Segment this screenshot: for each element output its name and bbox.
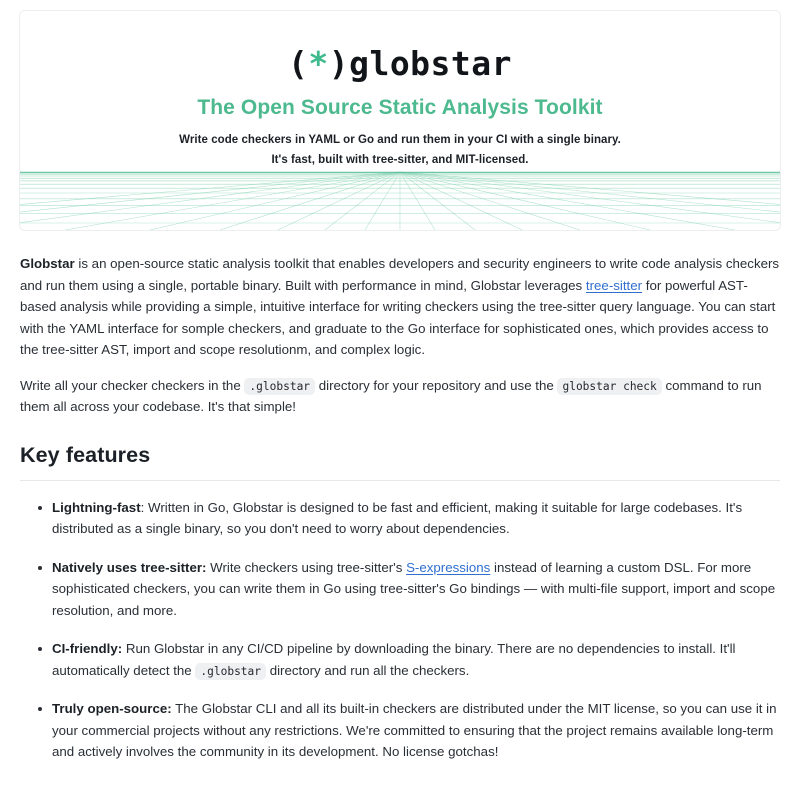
intro-p2-text-3: command to run them all across your codebase. It's that simple! [20, 377, 762, 415]
feature-item-lightning-fast [42, 497, 780, 540]
brand-name: Globstar [20, 256, 75, 271]
feature-text-after-link: instead of learning a custom DSL. For more sophisticated checkers, you can write them in Go using tree-sitter's Go bindings — with multi-file support, import and scope resolution, and more. [52, 559, 776, 618]
tree-sitter-link[interactable]: tree-sitter [585, 277, 643, 293]
intro-paragraph-2 [20, 375, 780, 418]
intro-p1-text-after-link: for powerful AST-based analysis while providing a simple, intuitive interface for writing checkers using the tree-sitter query language. You can start with the YAML interface for somple checkers, and graduate to the Go interface for sophisticated ones, which provides access to the tree-sitter AST, import and scope resolutionm, and complex logic. [20, 277, 776, 358]
logo-open-paren: ( [287, 44, 309, 83]
feature-text-open-source: The Globstar CLI and all its built-in checkers are distributed under the MIT license, so you can use it in your commercial projects without any restrictions. We're committed to ensuring that the project remains available long-term and actively involves the community in its development. No license gotchas! [52, 701, 777, 760]
feature-item-ci-friendly [42, 638, 780, 681]
s-expressions-link[interactable]: S-expressions [406, 559, 491, 575]
intro-p1-text-before-link: is an open-source static analysis toolkit that enables developers and security engineers to write code analysis checkers and run them using a single, portable binary. Built with performance in mind, Globstar leverages [20, 256, 780, 293]
code-globstar-dir: .globstar [244, 378, 315, 395]
hero-subline-2: It's fast, built with tree-sitter, and MIT-licensed. [271, 154, 529, 166]
hero-tagline: The Open Source Static Analysis Toolkit [197, 96, 603, 119]
feature-text-before-link: Write checkers using tree-sitter's [206, 559, 407, 575]
feature-text-after-code: directory and run all the checkers. [266, 662, 470, 678]
hero-content [20, 11, 780, 166]
intro-p2-text-1: Write all your checker checkers in the [20, 377, 245, 393]
intro-paragraph-1 [20, 253, 780, 361]
feature-text-lightning-fast: : Written in Go, Globstar is designed to be fast and efficient, making it suitable for large codebases. It's distributed as a single binary, so you don't need to worry about dependencies. [52, 499, 743, 537]
feature-term-tree-sitter: Natively uses tree-sitter: [52, 559, 207, 575]
logo-wordmark: globstar [349, 44, 513, 83]
key-features-heading: Key features [20, 438, 780, 481]
feature-item-tree-sitter [42, 557, 780, 622]
asterisk-icon: * [308, 44, 329, 83]
perspective-grid-graphic [20, 164, 780, 230]
globstar-logo [20, 44, 780, 83]
readme-content [19, 231, 781, 763]
code-globstar-check: globstar check [557, 378, 661, 395]
feature-term-open-source: Truly open-source: [52, 701, 172, 717]
feature-item-open-source [42, 698, 780, 763]
feature-text-before-code: Run Globstar in any CI/CD pipeline by downloading the binary. There are no dependencies to install. It'll automatically detect the [52, 641, 736, 678]
code-globstar-dir-2: .globstar [195, 663, 266, 680]
hero-subline-1: Write code checkers in YAML or Go and run them in your CI with a single binary. [179, 134, 621, 146]
intro-p2-text-2: directory for your repository and use the [315, 377, 558, 393]
feature-term-ci-friendly: CI-friendly: [52, 641, 123, 657]
hero-banner [19, 10, 781, 231]
logo-close-paren: ) [328, 44, 350, 83]
key-features-list [20, 497, 780, 763]
feature-term-lightning-fast: Lightning-fast [52, 499, 141, 515]
